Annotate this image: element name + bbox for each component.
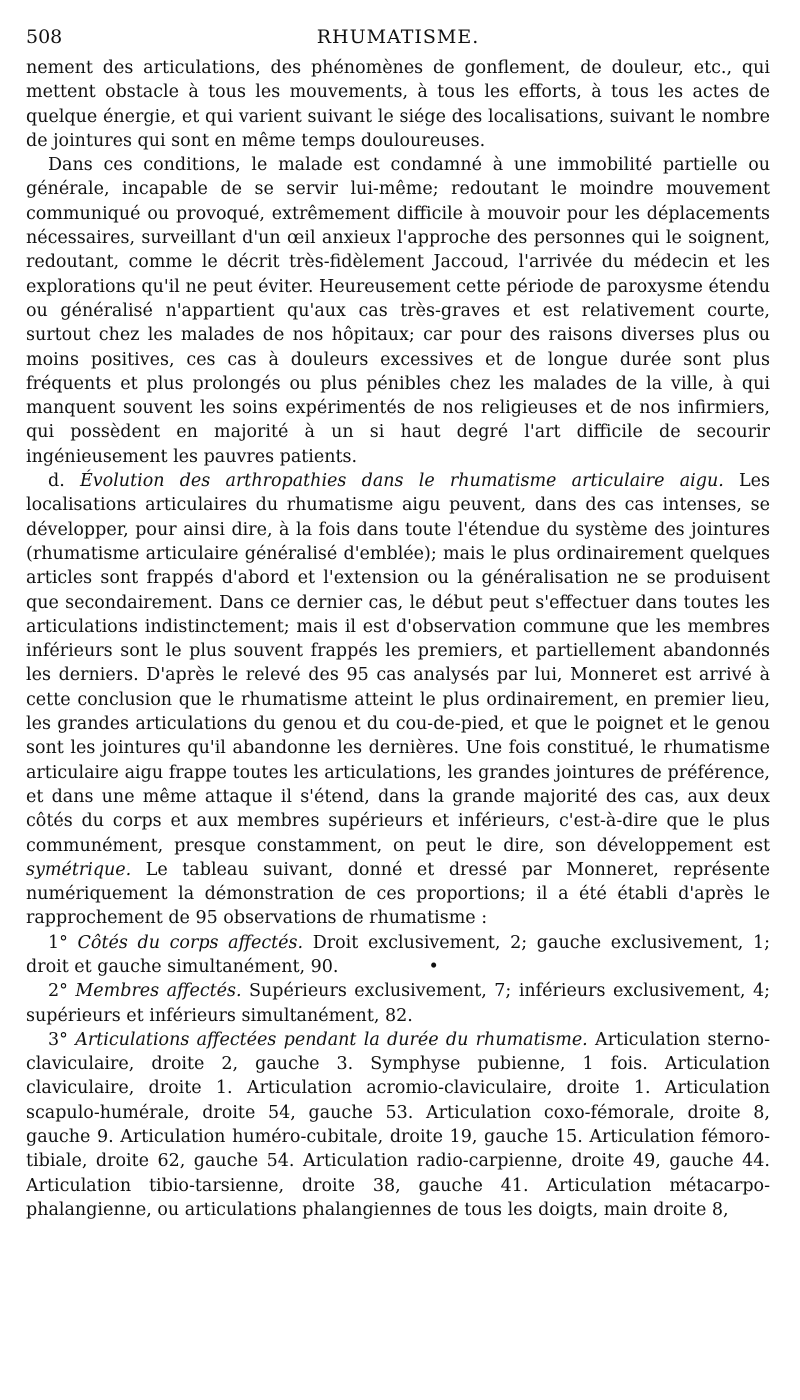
- list-number: 2°: [48, 981, 76, 1002]
- paragraph-text: Dans ces conditions, le malade est condamné à une immobilité partielle ou générale, incapable de se servir lui-même; redoutant le moindre mouvement communiqué ou provoqué, extrêmement difficile à mouvoir pour les déplacements nécessaires, surveillant d'un œil anxieux l'approche des personnes qui le soignent, redoutant, comme le décrit très-fidèlement Jaccoud, l'arrivée du médecin et les explorations qu'il ne peut éviter. Heureusement cette période de paroxysme étendu ou généralisé n'appartient qu'aux cas très-graves et est relativement courte, surtout chez les malades de nos hôpitaux; car pour des raisons diverses plus ou moins positives, ces cas à douleurs excessives et de longue durée sont plus fréquents et plus prolongés ou plus pénibles chez les malades de la ville, à qui manquent souvent les soins expérimentés de nos religieuses et de nos infirmiers, qui possèdent en majorité à un si haut degré l'art difficile de secourir ingénieusement les pauvres patients.: [26, 155, 770, 467]
- paragraph-text: Les localisations articulaires du rhumatisme aigu peuvent, dans des cas intenses, se développer, pour ainsi dire, à la fois dans toute l'étendue du système des jointures (rhumatisme articulaire généralisé d'emblée); mais le plus ordinairement quelques articles sont frappés d'abord et l'extension ou la généralisation ne se produisent que secondairement. Dans ce dernier cas, le début peut s'effectuer dans toutes les articulations indistinctement; mais il est d'observation commune que les membres inférieurs sont le plus souvent frappés les premiers, et partiellement abandonnés les derniers. D'après le relevé des 95 cas analysés par lui, Monneret est arrivé à cette conclusion que le rhumatisme atteint le plus ordinairement, en premier lieu, les grandes articulations du genou et du cou-de-pied, et que le poignet et le genou sont les jointures qu'il abandonne les dernières. Une fois constitué, le rhumatisme articulaire aigu frappe toutes les articulations, les grandes jointures de préférence, et dans une même attaque il s'étend, dans la grande majorité des cas, aux deux côtés du corps et aux membres supérieurs et inférieurs, c'est-à-dire que le plus communément, presque constamment, on peut le dire, son développement est: [26, 471, 770, 856]
- list-text: Supérieurs exclusivement, 7; inférieurs exclusivement, 4; supérieurs et inférieurs simultanément, 82.: [26, 981, 770, 1026]
- page-number: 508: [26, 26, 63, 48]
- list-number: 1°: [48, 932, 78, 953]
- stray-mark: •: [428, 956, 439, 977]
- section-letter: d.: [48, 471, 80, 492]
- body-text: [26, 56, 770, 1222]
- section-heading: Évolution des arthropathies dans le rhumatisme articulaire aigu.: [80, 471, 724, 492]
- list-item-limbs: [26, 979, 770, 1028]
- book-page: [26, 22, 770, 1392]
- emphasis-term: symétrique.: [26, 859, 132, 880]
- list-text: Droit exclusivement, 2; gauche exclusivement, 1; droit et gauche simultanément, 90.: [26, 932, 770, 977]
- list-heading: Articulations affectées pendant la durée du rhumatisme.: [75, 1029, 588, 1050]
- paragraph-evolution: [26, 469, 770, 931]
- paragraph-text: Le tableau suivant, donné et dressé par Monneret, représente numériquement la démonstration de ces proportions; il a été établi d'après le rapprochement de 95 observations de rhumatisme :: [26, 859, 770, 929]
- list-heading: Membres affectés.: [75, 981, 242, 1002]
- list-heading: Côtés du corps affectés.: [77, 932, 304, 953]
- paragraph-text: nement des articulations, des phénomènes de gonflement, de douleur, etc., qui mettent obstacle à tous les mouvements, à tous les efforts, à tous les actes de quelque énergie, et qui varient suivant le siége des localisations, suivant le nombre de jointures qui sont en même temps douloureuses.: [26, 58, 770, 151]
- list-item-joints: [26, 1028, 770, 1222]
- list-number: 3°: [48, 1029, 76, 1050]
- list-text: Articulation sterno-claviculaire, droite 2, gauche 3. Symphyse pubienne, 1 fois. Articulation claviculaire, droite 1. Articulation acromio-claviculaire, droite 1. Articulation scapulo-humérale, droite 54, gauche 53. Articulation coxo-fémorale, droite 8, gauche 9. Articulation huméro-cubitale, droite 19, gauche 15. Articulation fémoro-tibiale, droite 62, gauche 54. Articulation radio-carpienne, droite 49, gauche 44. Articulation tibio-tarsienne, droite 38, gauche 41. Articulation métacarpo-phalangienne, ou articulations phalangiennes de tous les doigts, main droite 8,: [26, 1029, 770, 1220]
- list-item-sides: [26, 931, 770, 980]
- paragraph-continuation: [26, 56, 770, 153]
- running-title: RHUMATISME.: [316, 26, 480, 48]
- running-head: [26, 22, 770, 52]
- paragraph-immobility: [26, 153, 770, 469]
